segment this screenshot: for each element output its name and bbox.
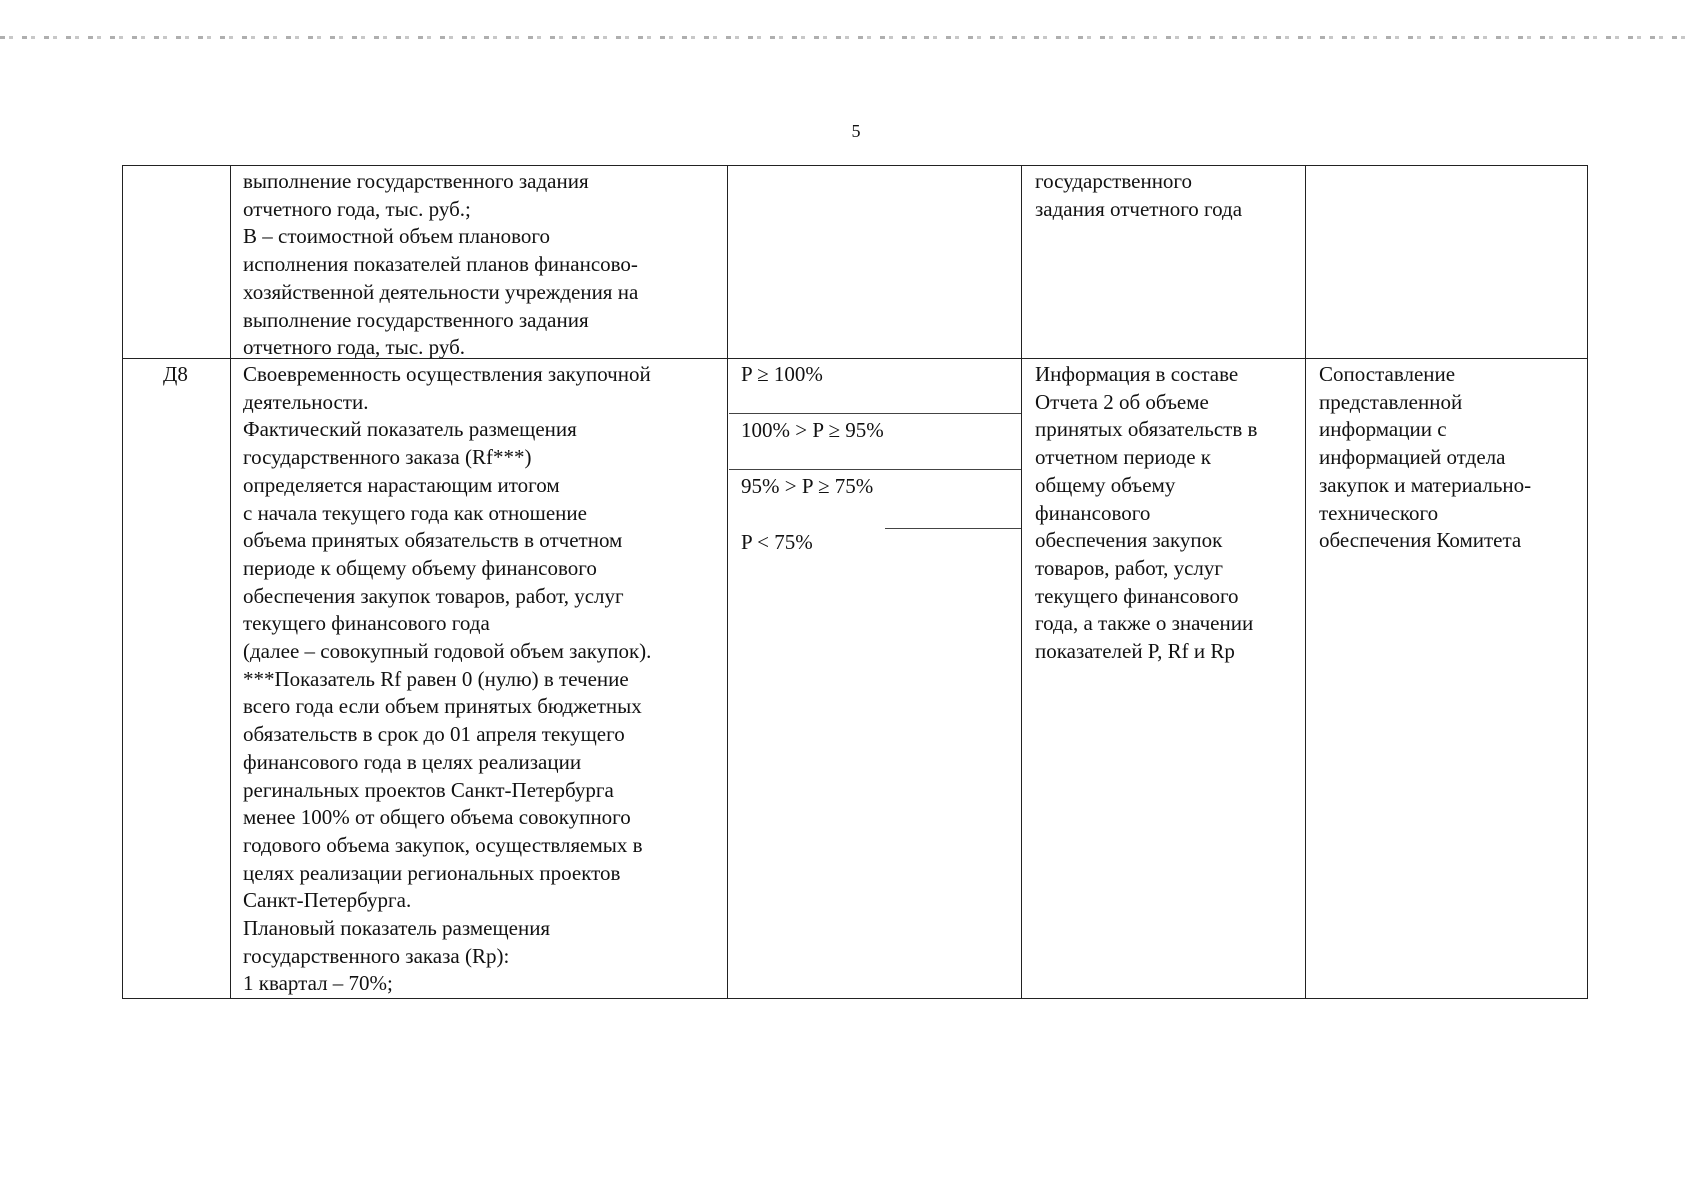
page-number: 5 <box>851 121 861 141</box>
continued-description <box>243 168 638 362</box>
indicator-description-line: (далее – совокупный годовой объем закупок). <box>243 639 652 664</box>
indicator-description-line: государственного заказа (Rf***) <box>243 445 532 470</box>
criterion-below-75: P < 75% <box>741 530 813 554</box>
verification-method-line: информацией отдела <box>1319 445 1506 470</box>
indicator-description-line: Фактический показатель размещения <box>243 417 577 442</box>
continued-description-line: отчетного года, тыс. руб. <box>243 335 466 360</box>
column-divider-code <box>230 166 231 998</box>
indicator-description-line: объема принятых обязательств в отчетном <box>243 528 623 553</box>
information-source-line: Информация в составе <box>1035 362 1239 386</box>
column-divider-description <box>727 166 728 998</box>
information-source-line: финансового <box>1035 500 1151 525</box>
continued-description-line: отчетного года, тыс. руб.; <box>243 196 471 221</box>
indicators-table <box>122 165 1588 999</box>
row-code: Д8 <box>163 362 188 386</box>
indicator-description-line: обеспечения закупок товаров, работ, услуг <box>243 583 624 608</box>
information-source-line: общему объему <box>1035 472 1176 497</box>
indicator-description-line: менее 100% от общего объема совокупного <box>243 805 631 830</box>
verification-method-line: Сопоставление <box>1319 362 1456 386</box>
column-divider-source <box>1305 166 1306 998</box>
indicator-description-line: ***Показатель Rf равен 0 (нулю) в течение <box>243 666 629 691</box>
verification-method <box>1319 361 1531 555</box>
criterion-75: 95% > P ≥ 75% <box>741 474 874 498</box>
indicator-description-line: Своевременность осуществления закупочной <box>243 362 651 386</box>
indicator-description-line: с начала текущего года как отношение <box>243 500 587 525</box>
indicator-description-line: определяется нарастающим итогом <box>243 472 560 497</box>
scan-edge-artifact <box>0 36 1685 39</box>
indicator-description-line: целях реализации региональных проектов <box>243 860 621 885</box>
verification-method-line: закупок и материально- <box>1319 472 1532 497</box>
criterion-100: P ≥ 100% <box>741 362 823 386</box>
information-source-line: принятых обязательств в <box>1035 417 1258 442</box>
information-source-line: отчетном периоде к <box>1035 445 1211 470</box>
indicator-description <box>243 361 651 998</box>
criteria-divider <box>729 469 1021 470</box>
information-source-line: показателей P, Rf и Rp <box>1035 639 1235 664</box>
criterion-95: 100% > P ≥ 95% <box>741 418 884 442</box>
indicator-description-line: Санкт-Петербурга. <box>243 888 412 913</box>
information-source-line: года, а также о значении <box>1035 611 1254 636</box>
verification-method-line: информации с <box>1319 417 1447 442</box>
continued-description-line: В – стоимостной объем планового <box>243 224 551 249</box>
indicator-description-line: периоде к общему объему финансового <box>243 555 597 580</box>
continued-description-line: хозяйственной деятельности учреждения на <box>243 279 639 304</box>
indicator-description-line: 1 квартал – 70%; <box>243 971 393 996</box>
indicator-description-line: годового объема закупок, осуществляемых в <box>243 832 643 857</box>
indicator-description-line: Плановый показатель размещения <box>243 916 551 941</box>
continued-source-line: задания отчетного года <box>1035 196 1243 221</box>
information-source-line: товаров, работ, услуг <box>1035 555 1224 580</box>
indicator-description-line: финансового года в целях реализации <box>243 749 582 774</box>
verification-method-line: технического <box>1319 500 1439 525</box>
criteria-divider <box>729 413 1021 414</box>
verification-method-line: обеспечения Комитета <box>1319 528 1522 553</box>
continued-description-line: выполнение государственного задания <box>243 169 589 193</box>
criteria-divider <box>885 528 1021 529</box>
verification-method-line: представленной <box>1319 389 1463 414</box>
information-source-line: обеспечения закупок <box>1035 528 1223 553</box>
indicator-description-line: всего года если объем принятых бюджетных <box>243 694 642 719</box>
indicator-description-line: обязательств в срок до 01 апреля текущего <box>243 722 625 747</box>
continued-source-line: государственного <box>1035 169 1193 193</box>
indicator-description-line: государственного заказа (Rp): <box>243 943 510 968</box>
information-source <box>1035 361 1257 666</box>
information-source-line: Отчета 2 об объеме <box>1035 389 1209 414</box>
indicator-description-line: текущего финансового года <box>243 611 490 636</box>
continued-source <box>1035 168 1242 223</box>
continued-description-line: выполнение государственного задания <box>243 307 589 332</box>
continued-description-line: исполнения показателей планов финансово- <box>243 252 638 277</box>
information-source-line: текущего финансового <box>1035 583 1239 608</box>
indicator-description-line: регинальных проектов Санкт-Петербурга <box>243 777 614 802</box>
indicator-description-line: деятельности. <box>243 389 369 414</box>
column-divider-criteria <box>1021 166 1022 998</box>
